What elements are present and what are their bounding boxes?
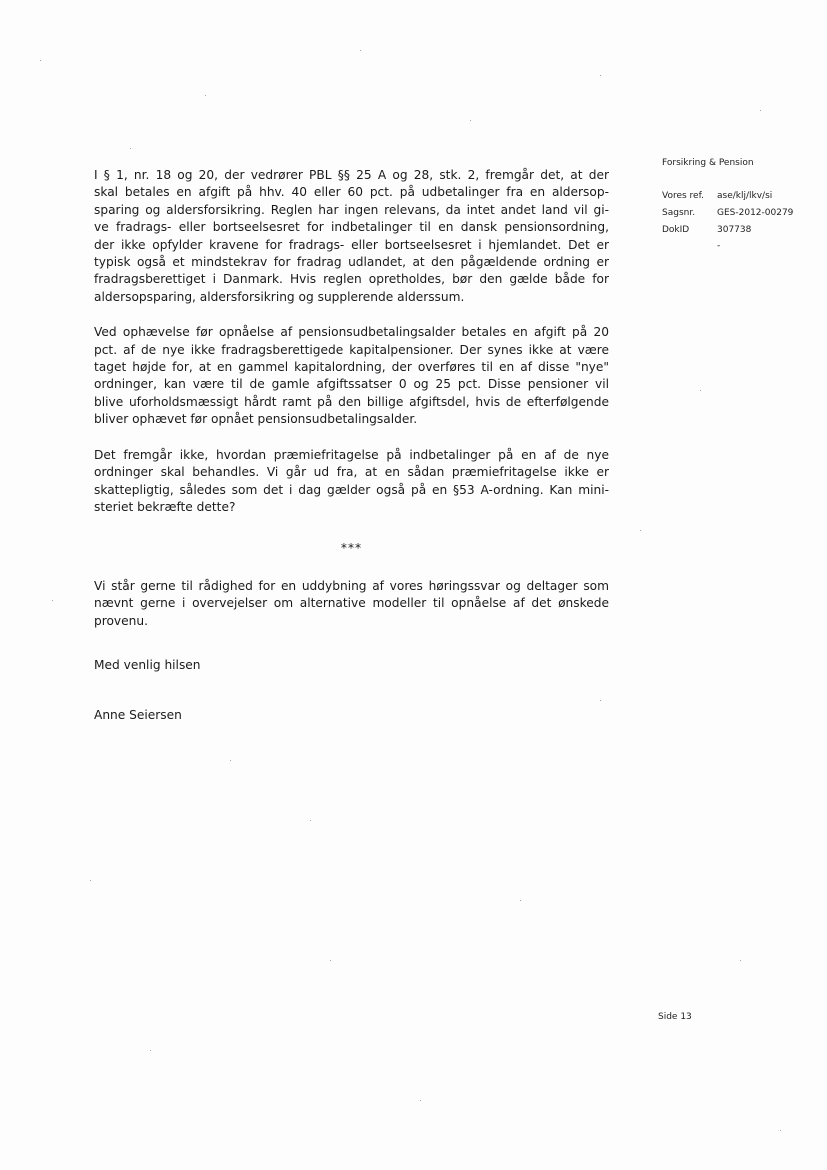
paragraph-3 [94, 447, 609, 517]
closing-greeting: Med venlig hilsen [94, 657, 201, 672]
text-line: nævnt gerne i overvejelser om alternative modeller til opnåelse af det ønskede [94, 596, 609, 611]
text-line: taget højde for, at en gammel kapitalordning, der overføres til en af disse "nye" [94, 360, 609, 375]
text-line: provenu. [94, 613, 148, 628]
meta-row-case [662, 205, 822, 222]
text-line: aldersopsparing, aldersforsikring og supplerende alderssum. [94, 289, 465, 304]
organization-name: Forsikring & Pension [662, 158, 754, 168]
text-line: I § 1, nr. 18 og 20, der vedrører PBL §§ 25 A og 28, stk. 2, fremgår det, at der [94, 168, 609, 182]
letter-body [94, 167, 609, 725]
meta-dash: - [717, 241, 721, 251]
text-line: skal betales en afgift på hhv. 40 eller 60 pct. på udbetalinger fra en aldersop- [94, 185, 609, 200]
text-line: ve fradrags- eller bortseelsesret for indbetalinger til en dansk pensionsordning, [94, 220, 609, 235]
meta-label: Vores ref. [662, 191, 704, 201]
meta-row-docid [662, 222, 822, 239]
section-divider: *** [340, 541, 363, 556]
text-line: typisk også et mindstekrav for fradrag udlandet, at den pågældende ordning er [94, 255, 609, 270]
meta-row-ref [662, 188, 822, 205]
text-line: steriet bekræfte dette? [94, 499, 236, 514]
meta-label: Sagsnr. [662, 208, 696, 218]
paragraph-1 [94, 167, 609, 306]
text-line: bliver ophævet før opnået pensionsudbetalingsalder. [94, 412, 418, 427]
meta-value: GES-2012-00279 [717, 208, 794, 218]
signer-name: Anne Seiersen [94, 708, 182, 723]
meta-value: ase/klj/lkv/si [717, 191, 773, 201]
meta-label: DokID [662, 225, 690, 235]
text-line: pct. af de nye ikke fradragsberettigede kapitalpensioner. Der synes ikke at være [94, 342, 609, 357]
text-line: sparing og aldersforsikring. Reglen har ingen relevans, da intet andet land vil gi- [94, 202, 609, 217]
reference-block [662, 155, 822, 253]
text-line: der ikke opfylder kravene for fradrags- eller bortseelsesret i hjemlandet. Det er [94, 237, 609, 252]
page-number: Side 13 [658, 1012, 692, 1022]
text-line: Ved ophævelse før opnåelse af pensionsudbetalingsalder betales en afgift på 20 [94, 325, 609, 340]
text-line: blive uforholdsmæssigt hårdt ramt på den billige afgiftsdel, hvis de efterfølgende [94, 394, 609, 409]
text-line: fradragsberettiget i Danmark. Hvis reglen opretholdes, bør den gælde både for [94, 272, 609, 287]
text-line: skattepligtig, således som det i dag gælder også på en §53 A-ordning. Kan mini- [94, 482, 609, 497]
text-line: ordninger skal behandles. Vi går ud fra, at en sådan præmiefritagelse ikke er [94, 465, 609, 480]
text-line: Det fremgår ikke, hvordan præmiefritagelse på indbetalinger på en af de nye [94, 447, 609, 462]
paragraph-4 [94, 578, 609, 630]
meta-value: 307738 [717, 225, 752, 235]
text-line: ordninger, kan være til de gamle afgiftssatser 0 og 25 pct. Disse pensioner vil [94, 377, 609, 392]
text-line: Vi står gerne til rådighed for en uddybning af vores høringssvar og deltager som [94, 578, 609, 593]
paragraph-2 [94, 324, 609, 428]
